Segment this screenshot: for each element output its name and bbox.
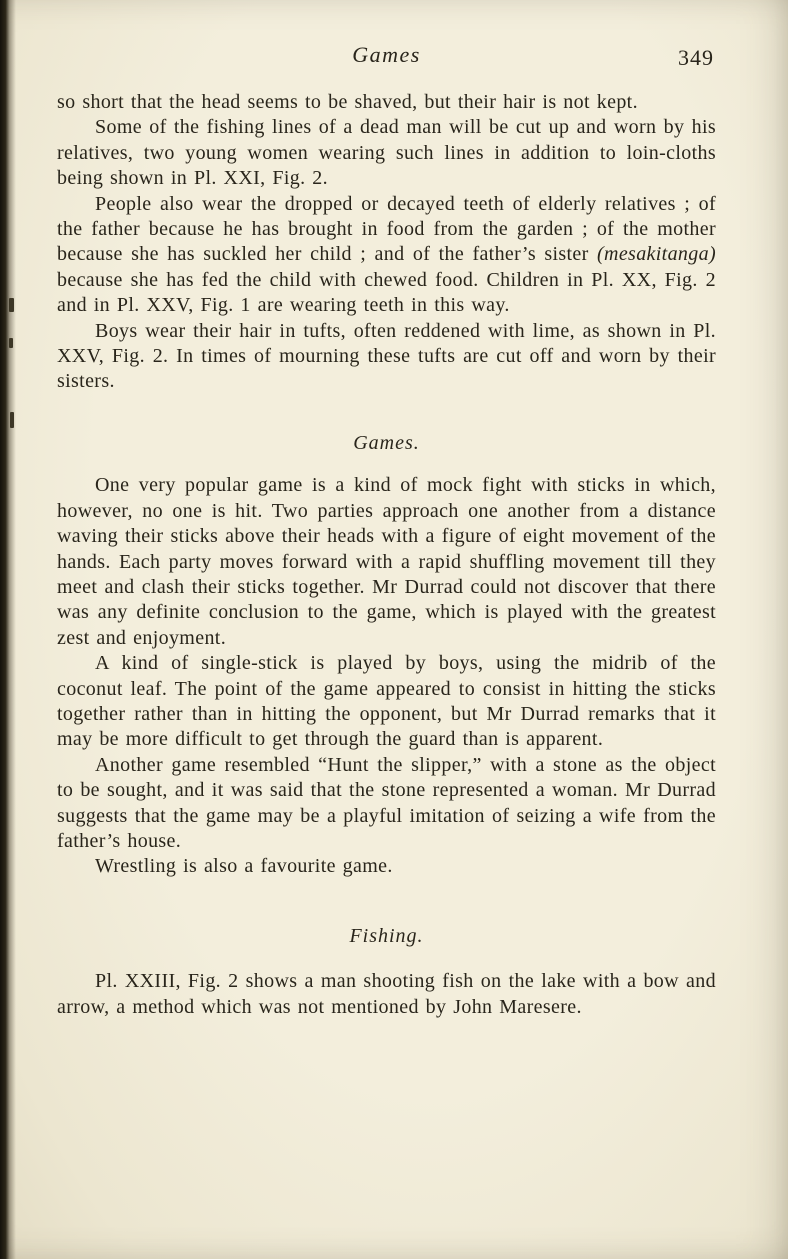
paragraph <box>57 192 716 319</box>
paragraph: Wrestling is also a favourite game. <box>95 855 393 878</box>
section-heading-fishing: Fishing. <box>349 924 424 947</box>
paragraph: Pl. XXIII, Fig. 2 shows a man shooting fish on the lake with a bow and arrow, a method which was not mentioned by John Maresere. <box>57 970 716 1018</box>
binding-shadow <box>0 0 16 1259</box>
paragraph: Another game resembled “Hunt the slipper,” with a stone as the object to be sought, and it was said that the stone represented a woman. Mr Durrad suggests that the game may be a playful imitation of seizing a wife from the father’s house. <box>57 753 716 852</box>
paragraph: One very popular game is a kind of mock fight with sticks in which, however, no one is hit. Two parties approach one another from a distance waving their sticks above their heads with a figure of eight movement of the hands. Each party moves forward with a rapid shuffling movement till they meet and clash their sticks together. Mr Durrad could not discover that there was any definite conclusion to the game, which is played with the greatest zest and enjoyment. <box>57 474 716 649</box>
scan-artifact <box>9 338 13 348</box>
paragraph: so short that the head seems to be shaved, but their hair is not kept. <box>57 91 638 113</box>
paragraph: A kind of single-stick is played by boys, using the midrib of the coconut leaf. The point of the game appeared to consist in hitting the sticks together rather than in hitting the opponent, but Mr Durrad remarks that it may be more difficult to get through the guard than is apparent. <box>57 652 716 751</box>
scan-artifact <box>9 298 14 312</box>
page-body <box>57 90 716 1020</box>
running-header <box>57 42 716 76</box>
text-run: because she has fed the child with chewed food. Children in Pl. XX, Fig. 2 and in Pl. XXV, Fig. 1 are wearing teeth in this way. <box>57 268 716 317</box>
paragraph: Some of the fishing lines of a dead man will be cut up and worn by his relatives, two young women wearing such lines in addition to loin-cloths being shown in Pl. XXI, Fig. 2. <box>57 116 716 190</box>
running-header-title: Games <box>352 42 421 67</box>
paragraph: Boys wear their hair in tufts, often reddened with lime, as shown in Pl. XXV, Fig. 2. In times of mourning these tufts are cut off and worn by their sisters. <box>57 319 716 393</box>
text-run-italic: (mesakitanga) <box>597 243 716 266</box>
section-heading-games: Games. <box>353 431 420 454</box>
scan-artifact <box>10 412 14 428</box>
text-column <box>57 42 716 1020</box>
page-number: 349 <box>678 45 714 70</box>
text-run: People also wear the dropped or decayed teeth of elderly relatives ; of the father because he has brought in food from the garden ; of the mother because she has suckled her child ; and of the father’s sister <box>57 192 716 266</box>
